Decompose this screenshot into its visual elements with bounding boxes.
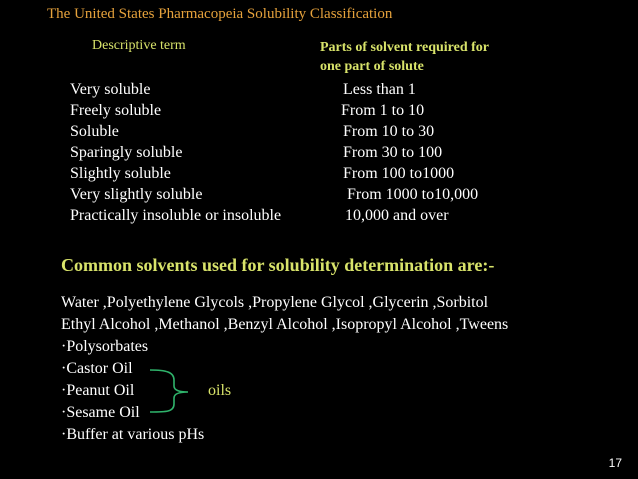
term-sparingly-soluble: Sparingly soluble bbox=[70, 144, 183, 161]
term-practically-insoluble: Practically insoluble or insoluble bbox=[70, 207, 282, 224]
header-parts-of-solvent bbox=[320, 38, 489, 76]
header-descriptive-term: Descriptive term bbox=[92, 38, 186, 53]
oils-label: oils bbox=[208, 382, 232, 399]
oils-brace-icon bbox=[148, 366, 208, 416]
solvents-line-2: Ethyl Alcohol ,Methanol ,Benzyl Alcohol ,Isopropyl Alcohol ,Tweens bbox=[61, 316, 509, 333]
range-very-soluble: Less than 1 bbox=[343, 81, 416, 98]
range-very-slightly-soluble: From 1000 to10,000 bbox=[347, 186, 479, 203]
range-freely-soluble: From 1 to 10 bbox=[341, 102, 425, 119]
page-number: 17 bbox=[608, 456, 622, 470]
range-slightly-soluble: From 100 to1000 bbox=[343, 165, 455, 182]
slide-title: The United States Pharmacopeia Solubility Classification bbox=[47, 6, 393, 22]
range-soluble: From 10 to 30 bbox=[343, 123, 435, 140]
range-practically-insoluble: 10,000 and over bbox=[345, 207, 449, 224]
header-parts-line1: Parts of solvent required for bbox=[320, 40, 490, 55]
term-freely-soluble: Freely soluble bbox=[70, 102, 162, 119]
term-slightly-soluble: Slightly soluble bbox=[70, 165, 171, 182]
solvent-castor-oil: ·Castor Oil bbox=[61, 360, 133, 377]
header-parts-line2: one part of solute bbox=[320, 59, 424, 74]
solvent-sesame-oil: ·Sesame Oil bbox=[61, 404, 140, 421]
solvents-heading: Common solvents used for solubility determination are:- bbox=[61, 255, 495, 275]
solvent-buffer: ·Buffer at various pHs bbox=[61, 426, 205, 443]
term-very-slightly-soluble: Very slightly soluble bbox=[70, 186, 203, 203]
solvent-polysorbates: ·Polysorbates bbox=[61, 338, 149, 355]
solvents-line-1: Water ,Polyethylene Glycols ,Propylene Glycol ,Glycerin ,Sorbitol bbox=[61, 294, 489, 311]
term-soluble: Soluble bbox=[70, 123, 119, 140]
solvent-peanut-oil: ·Peanut Oil bbox=[61, 382, 135, 399]
range-sparingly-soluble: From 30 to 100 bbox=[343, 144, 443, 161]
term-very-soluble: Very soluble bbox=[70, 81, 151, 98]
